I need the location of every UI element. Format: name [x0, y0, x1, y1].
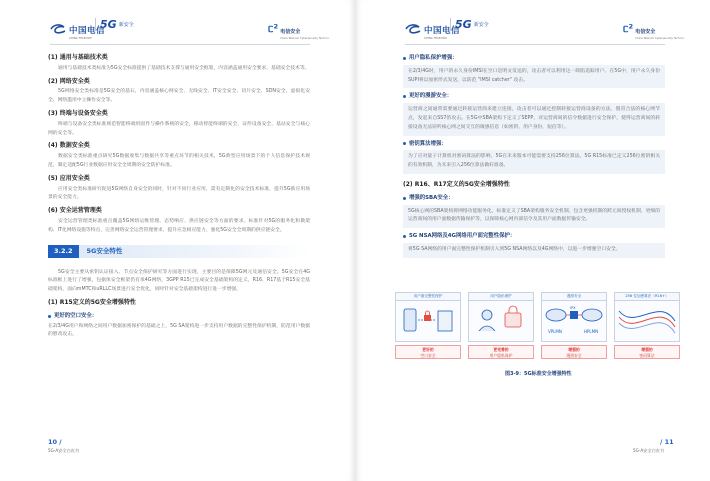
bullet-air-interface-text: 在2/3/4G用户和网络之间用户数据加密保护的基础之上，5G SA架构进一步支持用户数据的完整性保护机制，防范用户数据的篡改攻击。 — [48, 323, 310, 338]
bullet-nsa — [403, 232, 665, 241]
phone-lock-icon — [396, 301, 460, 341]
bullet-algorithm-title: 密钥算法增强： — [409, 140, 447, 147]
bullet-dot-icon — [403, 57, 406, 60]
heading-general: (1) 通用与基础技术类 — [48, 54, 108, 61]
bullet-roaming-title: 更好的漫游安全： — [409, 93, 453, 100]
bullet-dot-icon — [403, 197, 406, 200]
5g-brand-sub: 新安全 — [473, 22, 489, 28]
carrier-name-en: CHINA TELECOM — [69, 37, 92, 40]
telecom-swirl-icon — [50, 23, 66, 35]
section-intro: 5G安全主要从密钥认证接入、节点安全保护研究等方面进行实现，主要目的是保障5G网元及通信安全。5G安全在4G标准框上进行了增强，包据体安全框架仍有承4G网络，3GPP R15已完成安全基础架构的定义，R16、R17基于R15安全基础架构，面向mMTC和uRLLC场景进行安全优化，同时针对安全基础架构进行进一步增强。 — [48, 269, 310, 293]
para-operations: 安全运营管理类标准重点覆盖5G网络运维管理、态势响应、供应链安全等方面的要求。标准针对5G的服务化和微架构、IT化网络设施等特点，完善网络安全运营管理要求，提升应急相应能力，强化5G安全全周期的供应链安全。 — [48, 218, 310, 233]
heading-application: (5) 应用安全类 — [48, 174, 90, 182]
bullet-algorithm — [403, 140, 665, 149]
bullet-sba-text: 5G核心网的SBA架构将网络功能服务化，标准定义了SBA架构服务安全机制，包含更强机制的跨元间授权机制、更细的运营商间的用户面数据传输保护等，以保障核心网内部信令及其用户面数据传输安全。 — [403, 205, 665, 229]
bullet-roaming — [403, 92, 665, 101]
bullet-sba-title: 增强的SBA安全： — [409, 194, 454, 201]
5g-brand-sub: 新安全 — [118, 22, 134, 28]
user-privacy-icon — [469, 301, 533, 341]
bullet-roaming-text: 运营商之间通常需要通过转接运营商来建立连接，攻击者可以通过控制转接运营商设备的方法，假冒合法的核心网节点，发起来自SS7的攻击。在5G中SBA架构下定义了SEPP，对运营商间的信令数据进行安全保护，使得运营商间的转接设备无法窃听核心网之间交互的敏感信息（如密钥、用户身份、短信等）。 — [403, 103, 665, 135]
section-number: 3.2.2 — [48, 245, 79, 258]
page-number-left: 10 / — [48, 438, 62, 446]
bullet-privacy — [403, 54, 665, 63]
5g-brand-logo-right — [450, 18, 489, 31]
security-name-en: China Telecom Cybersecurity Tech.Co. — [280, 37, 330, 40]
figure-col-header: 用户隐私保护 — [468, 292, 534, 300]
roaming-cloud-icon — [542, 301, 606, 341]
security-name-en: China Telecom Cybersecurity Tech.Co. — [635, 37, 685, 40]
heading-operations: (6) 安全运营管理类 — [48, 207, 102, 215]
header-divider — [405, 44, 665, 45]
para-network: 5G网络安全类标准是5G安全的基石，内容涵盖核心网安全、无线安全、IT安全安全、切片安全、SDN安全、虚拟化安全、网络滥用中立操作安全等。 — [48, 89, 310, 104]
figure-col-privacy — [468, 292, 534, 364]
figure-col-foot-title: 增强的 — [568, 347, 580, 352]
section-title: 5G安全特性 — [79, 245, 310, 258]
carrier-name-en: CHINA TELECOM — [424, 37, 447, 40]
bullet-sba — [403, 194, 665, 203]
security-name-cn: 电信安全 — [280, 29, 301, 35]
para-application: 应用安全类标准研究促进5G网络自身安全的同时，针对不同行业应用，需有定制化的安全技术标准，提升5G新应用场景的安全能力。 — [48, 186, 310, 201]
figure-caption: 图3-9：5G标准安全增强特性 — [505, 371, 572, 377]
carrier-name-cn: 中国电信 — [424, 26, 461, 36]
right-body — [403, 50, 665, 261]
encryption-waves-icon — [615, 301, 679, 341]
5g-brand-logo — [95, 18, 134, 31]
header-divider — [50, 44, 310, 45]
figure-col-foot-title: 更完善的 — [493, 347, 509, 352]
right-page — [355, 0, 710, 481]
figure-col-body — [468, 300, 534, 342]
5g-brand-mark: 5G — [455, 18, 472, 31]
figure-col-foot — [395, 345, 461, 359]
para-data: 数据安全类标准重点研究5G数据收集与数据共享等重点环节的相关技术，5G典型应用场景下的个人信息保护技术规范，制定适配5G行业数据应用安全全周期的安全防护标准。 — [48, 154, 310, 168]
page-number-right: / 11 — [660, 438, 674, 446]
footer-title-left: 5G-A安全白皮书 — [48, 448, 80, 453]
figure-col-header: 用户面完整性保护 — [395, 292, 461, 300]
ipx-label: IPX — [570, 306, 576, 310]
bullet-air-interface-title: 更好的空口安全： — [54, 312, 98, 319]
para-general: 通用与基础技术类标准为5G安全标准提供了基础技术支撑与通用安全框架，内容涵盖通用安全要求、基础安全技术等。 — [58, 65, 310, 71]
telecom-security-logo-right — [623, 18, 685, 40]
bullet-nsa-text: 将5G SA网络的用户面完整性保护机制引入到5G NSA网络以及4G网络中，以进一步增强空口安全。 — [403, 243, 665, 258]
bullet-air-interface — [48, 312, 310, 321]
figure-col-body — [614, 300, 680, 342]
figure-col-header: 漫游安全 — [541, 292, 607, 300]
bullet-privacy-text: 在2/3/4G时，用户的永久身份IMSI在空口是明文发送的，攻击者可以利用这一缺陷追踪用户。在5G中，用户永久身份SUPI将以加密形式发送，以防范 "IMSI catcher" 攻击。 — [403, 65, 665, 89]
telecom-security-logo — [268, 18, 330, 40]
bullet-dot-icon — [403, 95, 406, 98]
figure-col-integrity — [395, 292, 461, 364]
figure-col-foot-sub: 密码算法 — [639, 353, 655, 358]
carrier-name-cn: 中国电信 — [69, 26, 106, 36]
heading-r15: (1) R15定义的5G安全增强特性 — [48, 298, 136, 306]
5g-brand-mark: 5G — [100, 18, 117, 31]
figure-col-body — [395, 300, 461, 342]
section-banner — [48, 244, 310, 259]
security-logo-icon: ᥴ² — [623, 22, 634, 35]
heading-data: (4) 数据安全类 — [48, 142, 90, 150]
figure-col-body — [541, 300, 607, 342]
telecom-swirl-icon — [405, 23, 421, 35]
bullet-dot-icon — [403, 142, 406, 145]
figure-col-foot-sub: 用户隐私保护 — [489, 353, 513, 358]
bullet-algorithm-text: 为了应对量子计算机对密码算法的影响，5G在未来版本可能需要支持256位算法。5G R15标准已定义256位密钥相关的有效机制，为未来引入256位算法做好准备。 — [403, 150, 665, 174]
security-name-cn: 电信安全 — [635, 29, 656, 35]
figure-5g-security — [395, 292, 680, 364]
heading-terminal: (3) 终端与设备安全类 — [48, 109, 108, 117]
heading-network: (2) 网络安全类 — [48, 77, 90, 85]
bullet-dot-icon — [403, 235, 406, 238]
security-logo-icon: ᥴ² — [268, 22, 279, 35]
left-body — [48, 50, 310, 343]
figure-col-foot — [541, 345, 607, 359]
figure-col-algorithm — [614, 292, 680, 364]
heading-r16: (2) R16、R17定义的5G安全增强特性 — [403, 180, 510, 188]
figure-col-roaming — [541, 292, 607, 364]
figure-col-foot-sub: 漫游安全 — [566, 353, 582, 358]
figure-col-foot-title: 更好的 — [422, 347, 434, 352]
figure-col-foot — [614, 345, 680, 359]
bullet-nsa-title: 5G NSA网络及4G网络用户面完整性保护： — [409, 233, 516, 240]
right-header — [355, 20, 710, 42]
figure-col-foot-title: 增强的 — [641, 347, 653, 352]
hplmn-label: HPLMN — [584, 329, 599, 334]
bullet-dot-icon — [48, 315, 51, 318]
figure-col-foot-sub: 空口安全 — [420, 353, 436, 358]
left-header — [0, 20, 355, 42]
para-terminal: 终端与设备安全类标准规范智能终端用固件与操作系统的安全，移动智能终端的安全、证件设备安全、基站安全与核心网的安全等。 — [48, 121, 310, 136]
vplmn-label: VPLMN — [548, 329, 562, 334]
footer-title-right: 5G-A安全白皮书 — [633, 448, 665, 453]
figure-col-header: 256 位加密算法（R16+） — [614, 292, 680, 300]
bullet-privacy-title: 用户隐私保护增强： — [409, 55, 458, 61]
figure-col-foot — [468, 345, 534, 359]
